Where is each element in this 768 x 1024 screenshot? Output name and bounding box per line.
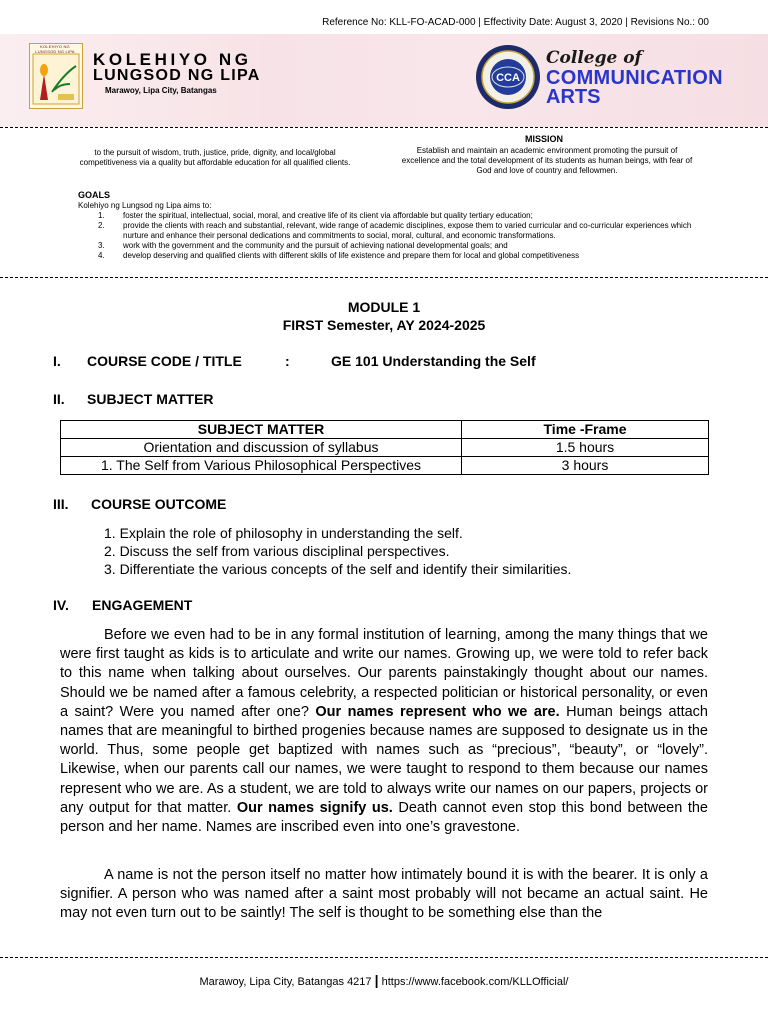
outcome-list: [104, 524, 571, 578]
table-row: [61, 439, 709, 457]
subject-matter-table: [60, 420, 709, 475]
mission-heading: MISSION: [525, 134, 564, 144]
college-line2: COMMUNICATION: [546, 67, 723, 89]
goal-number: 3.: [98, 241, 105, 250]
goal-item: [98, 251, 698, 261]
footer-divider: [0, 957, 768, 958]
paragraph-text: Death cannot even stop this bond between the person and her name. Names are inscribed even into one’s gravestone.: [60, 799, 708, 836]
list-item: 3. Differentiate the various concepts of the self and identify their similarities.: [104, 561, 572, 577]
school-name-line2: LUNGSOD NG LIPA: [93, 67, 261, 84]
section-number: III.: [53, 496, 69, 512]
course-title: GE 101 Understanding the Self: [331, 353, 536, 369]
school-name-line1: KOLEHIYO NG: [93, 50, 252, 69]
goal-number: 1.: [98, 211, 105, 220]
module-title: MODULE 1: [347, 299, 421, 315]
table-cell: Orientation and discussion of syllabus: [61, 439, 462, 457]
engagement-heading: ENGAGEMENT: [92, 597, 193, 613]
table-cell: 1.5 hours: [462, 439, 709, 457]
school-address: Marawoy, Lipa City, Batangas: [105, 86, 217, 95]
course-code-label: COURSE CODE / TITLE: [87, 353, 242, 369]
course-code-colon: :: [285, 353, 290, 369]
college-line1: College of: [546, 48, 642, 68]
goal-text: develop deserving and qualified clients with different skills of life existence and prepare them for local and global competitiveness: [123, 251, 580, 260]
section-number: II.: [53, 391, 65, 407]
engagement-paragraph-2: A name is not the person itself no matter how intimately bound it is with the bearer. It is only a signifier. A person who was named after a saint most probably will not became an actual saint. He may not even turn out to be saintly! The self is thought to be something else than the: [60, 867, 708, 922]
goal-text: foster the spiritual, intellectual, social, moral, and creative life of its client via affordable but quality tertiary education;: [123, 211, 533, 220]
college-line3: ARTS: [546, 86, 601, 108]
emphasis-text: Our names signify us.: [236, 799, 393, 816]
module-semester: FIRST Semester, AY 2024-2025: [282, 317, 486, 333]
seal-icon: [475, 44, 541, 110]
table-cell: 3 hours: [462, 457, 709, 475]
goals-divider: [0, 277, 768, 278]
paragraph-text: Before we even had to be in any formal institution of learning, among the many things that we were first taught as kids is to articulate and write our names. Growing up, we were told to refer back to this name when talking about ourselves. Our parents painstakingly thought about our names. Should we be named after a famous celebrity, a respected politician or historical personality, or even a saint? Were you named after one?: [60, 627, 708, 720]
list-item: 2. Discuss the self from various disciplinal perspectives.: [104, 543, 450, 559]
goal-number: 4.: [98, 251, 105, 260]
subject-matter-heading: SUBJECT MATTER: [87, 391, 214, 407]
vision-text: to the pursuit of wisdom, truth, justice, pride, dignity, and local/global competitiveness via a quality but affordable education for all qualified clients.: [79, 148, 351, 167]
college-seal: [475, 44, 541, 110]
emphasis-text: Our names represent who we are.: [315, 703, 560, 720]
footer-address: Marawoy, Lipa City, Batangas 4217: [199, 976, 372, 988]
mission-text: Establish and maintain an academic environment promoting the pursuit of excellence and the total development of its students as human beings, with fear of God and love of country and fellowmen.: [401, 146, 693, 175]
list-item: 1. Explain the role of philosophy in understanding the self.: [104, 525, 463, 541]
goals-heading: GOALS: [78, 190, 111, 200]
footer-separator: |: [374, 972, 379, 988]
paragraph-text: Human beings attach names that are meaningful to birthed progenies because names are supposed to designate us in the world. Thus, some people get baptized with names such as “precious”, “beauty”, or “lovely”. Likewise, when our parents call our names, we were taught to respond to them because our names represent who we are. As a student, we are told to always write our names on our papers, projects or any output for that matter.: [60, 703, 709, 816]
footer-link[interactable]: https://www.facebook.com/KLLOfficial/: [381, 976, 569, 988]
goal-text: work with the government and the community and the pursuit of achieving national developmental goals; and: [123, 241, 508, 250]
logo-caption: KOLEHIYO NG LUNGSOD NG LIPA: [35, 44, 75, 54]
goal-item: [98, 211, 698, 221]
seal-initials: CCA: [496, 72, 520, 84]
table-header: SUBJECT MATTER: [61, 421, 462, 439]
goals-list: [98, 211, 698, 261]
section-number: I.: [53, 353, 61, 369]
table-header-row: [61, 421, 709, 439]
engagement-paragraph-1: [60, 626, 708, 837]
page-footer: [0, 972, 768, 988]
course-outcome-heading: COURSE OUTCOME: [91, 496, 227, 512]
goal-text: provide the clients with reach and substantial, relevant, wide range of academic disciplines, expose them to varied curricular and co-curricular experiences which nurture and enhance their personal dedications and commitments to social, moral, cultural, and economic transformations.: [123, 221, 692, 240]
table-cell: 1. The Self from Various Philosophical Perspectives: [61, 457, 462, 475]
table-header: Time -Frame: [462, 421, 709, 439]
module-heading: [0, 298, 768, 334]
goal-item: [98, 241, 698, 251]
goal-number: 2.: [98, 221, 105, 230]
section-number: IV.: [53, 597, 69, 613]
goal-item: [98, 221, 698, 241]
header-divider: [0, 127, 768, 128]
table-row: [61, 457, 709, 475]
reference-line: Reference No: KLL-FO-ACAD-000 | Effectivity Date: August 3, 2020 | Revisions No.: 00: [322, 17, 709, 28]
goals-intro: Kolehiyo ng Lungsod ng Lipa aims to:: [78, 201, 212, 210]
